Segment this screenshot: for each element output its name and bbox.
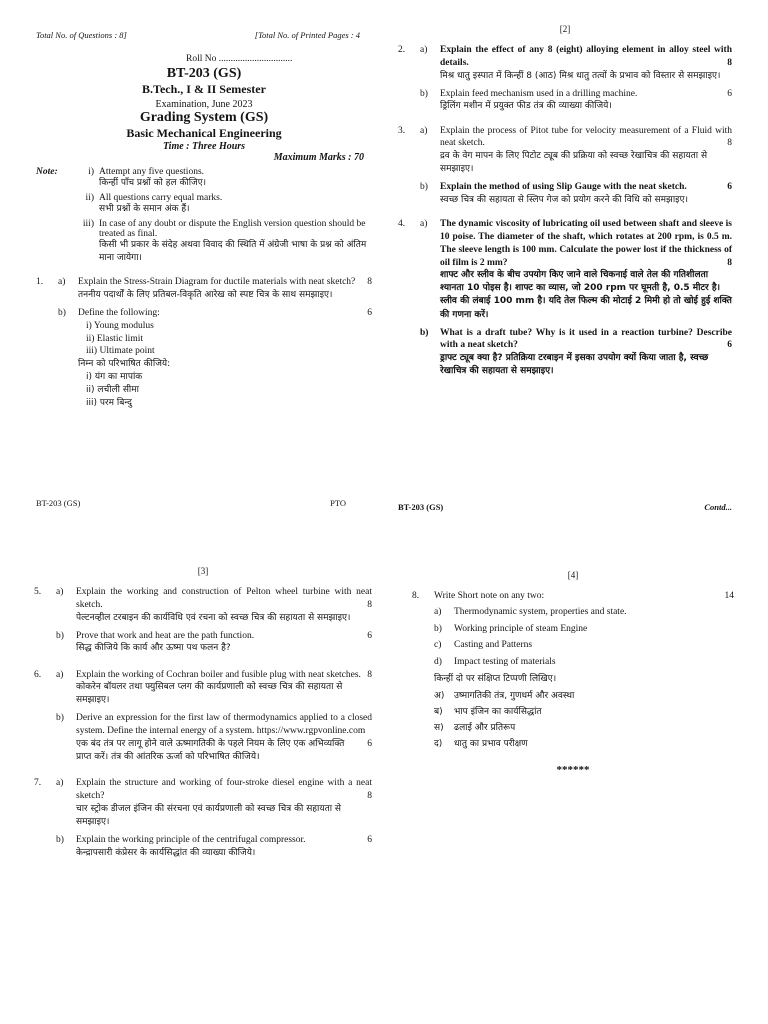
list-item: c) Casting and Patterns: [434, 640, 533, 651]
question-text: Explain the Stress-Strain Diagram for ductile materials with neat sketch?: [78, 277, 356, 288]
question-part: b) Explain feed mechanism used in a drilling machine. 6 ड्रिलिंग मशीन में प्रयुक्त फीड तंत्र की व्याख्या कीजिये।: [420, 88, 732, 112]
total-questions: Total No. of Questions : 8]: [36, 30, 127, 40]
question-2: 2. a) Explain the effect of any 8 (eight) alloying element in alloy steel with details. 8 मिश्र धातु इस्पात में किन्हीं 8 (आठ) मिश्र धातु तत्वों के प्रभाव को विस्तार से समझाइए। b) Explain feed mechanism used in a drilling machine. 6 ड्रिलिंग मशीन में प्रयुक्त फीड तंत्र की व्याख्या कीजिये।: [398, 44, 732, 119]
marks: 8: [367, 277, 372, 288]
marks: 8: [367, 599, 372, 610]
marks: 6: [367, 739, 372, 750]
marks: 6: [727, 182, 732, 193]
semester: B.Tech., I & II Semester: [142, 82, 266, 96]
question-part: b) Derive an expression for the first law of thermodynamics applied to a closed system. Define the internal energy of a system. https://www.rgpvonline.com 6 एक बंद तंत्र पर लागू होने वाले ऊष्मागतिकी के पहले नियम के लिए एक अभिव्यक्ति प्राप्त करें। तंत्र की आंतरिक ऊर्जा को परिभाषित कीजिये।: [56, 713, 372, 763]
page-number: [3]: [197, 566, 209, 576]
note-item: iii) In case of any doubt or dispute the English version question should be treated as final. किसी भी प्रकार के संदेह अथवा विवाद की स्थिति में अंग्रेजी भाषा के प्रश्न को अंतिम माना जायेगा।: [82, 219, 367, 264]
marks: 6: [367, 834, 372, 845]
question-8: 8. Write Short note on any two: 14 a) Thermodynamic system, properties and state. b) Working principle of steam Engine c) Casting and Patterns d) Impact testing of materials किन्हीं दो पर संक्षिप्त टिप्पणी लिखिए। अ) उष्मागतिकी तंत्र, गुणधर्म और अवस्था ब) भाप इंजिन का कार्यसिद्धांत स) ढलाई और प्रतिरूप द) धातु का प्रभाव परीक्षण: [412, 590, 734, 754]
subject-title: Basic Mechanical Engineering: [126, 126, 282, 140]
sub-item-hindi: i) यंग का मापांक: [86, 372, 143, 383]
roll-number: Roll No ...............................: [186, 54, 293, 64]
page-footer: BT-203 (GS) Contd...: [398, 502, 732, 512]
marks: 8: [367, 669, 372, 680]
page-number: [4]: [567, 570, 579, 580]
note-label: Note:: [36, 167, 58, 177]
question-5: 5. a) Explain the working and construction of Pelton wheel turbine with neat sketch. 8 पेल्टनव्हील टरबाइन की कार्यविधि एवं रचना को स्वच्छ चित्र की सहायता से समझाइए। b) Prove that work and heat are the path function. 6 सिद्ध कीजिये कि कार्य और ऊष्मा पथ फलन है?: [34, 586, 372, 661]
question-part: a) Explain the process of Pitot tube for velocity measurement of a Fluid with neat sketch. 8 द्रव के वेग मापन के लिए पिटोट ट्यूब की प्रक्रिया को स्वच्छ रेखाचित्र की सहायता से समझाइए।: [420, 125, 732, 175]
list-item: a) Thermodynamic system, properties and state.: [434, 606, 627, 617]
grading-system: Grading System (GS): [139, 110, 269, 125]
list-item-hindi: अ) उष्मागतिकी तंत्र, गुणधर्म और अवस्था: [434, 691, 575, 702]
question-1: 1. a) Explain the Stress-Strain Diagram for ductile materials with neat sketch? 8 तननीय पदार्थों के लिए प्रतिबल-विकृति आरेख को स्पष्ट चित्र के साथ समझाइए। b) Define the following: 6 i) Young modulus ii) Elastic limit iii) Ultimate point निम्न को परिभाषित कीजिये: i) यंग का मापांक ii) लचीली सीमा iii) परम बिन्दु: [36, 276, 372, 415]
sub-item-hindi: ii) लचीली सीमा: [86, 385, 139, 396]
question-text-hindi: तननीय पदार्थों के लिए प्रतिबल-विकृति आरेख को स्पष्ट चित्र के साथ समझाइए।: [78, 290, 333, 300]
page-2: [384, 0, 768, 512]
question-part: b) Explain the working principle of the centrifugal compressor. 6 केन्द्रापसारी कंप्रेसर के कार्यसिद्धांत की व्याख्या कीजिये।: [56, 834, 372, 858]
page-3: [0, 512, 384, 1024]
marks: 8: [727, 257, 732, 268]
question-part: a) The dynamic viscosity of lubricating oil used between shaft and sleeve is 10 poise. The diameter of the shaft, which rotates at 200 rpm, is 0.5 m. The sleeve length is 100 mm. Calculate the power lost if the thickness of oil film is 2 mm? 8 शाफ्ट और स्लीव के बीच उपयोग किए जाने वाले चिकनाई वाले तेल की गतिशीलता श्यानता 10 पोइस है। शाफ्ट का व्यास, जो 200 rpm पर घूमती है, 0.5 मीटर है। स्लीव की लंबाई 100 mm है। यदि तेल फिल्म की मोटाई 2 मिमी हो तो खोई हुई शक्ति की गणना करें।: [420, 219, 732, 320]
question-part: a) Explain the effect of any 8 (eight) alloying element in alloy steel with details. 8 मिश्र धातु इस्पात में किन्हीं 8 (आठ) मिश्र धातु तत्वों के प्रभाव को विस्तार से समझाइए।: [420, 45, 732, 81]
question-text-hindi: किन्हीं दो पर संक्षिप्त टिप्पणी लिखिए।: [434, 674, 557, 685]
question-part: b) Prove that work and heat are the path function. 6 सिद्ध कीजिये कि कार्य और ऊष्मा पथ फलन है?: [56, 630, 372, 654]
list-item-hindi: ब) भाप इंजिन का कार्यसिद्धांत: [434, 707, 542, 718]
exam-session: Examination, June 2023: [155, 99, 253, 110]
sub-item-hindi: iii) परम बिन्दु: [86, 398, 132, 409]
question-part: b) Explain the method of using Slip Gauge with the neat sketch. 6 स्वच्छ चित्र की सहायता से स्लिप गेज को प्रयोग करने की विधि को समझाइए।: [420, 182, 732, 206]
sub-item: ii) Elastic limit: [86, 333, 143, 344]
question-part: a) Explain the working of Cochran boiler and fusible plug with neat sketches. 8 कोकरेन बॉयलर तथा फ्युसिबल प्लग की कार्यप्रणाली को स्वच्छ चित्र की सहायता से समझाइए।: [56, 669, 372, 706]
page-number: [2]: [559, 24, 571, 34]
end-marker: ******: [556, 764, 590, 777]
page-4: [384, 512, 768, 1024]
maximum-marks: Maximum Marks : 70: [273, 152, 364, 163]
page-1: [0, 0, 384, 512]
note-item: ii) All questions carry equal marks. सभी प्रश्नों के समान अंक हैं।: [85, 193, 223, 215]
list-item: b) Working principle of steam Engine: [434, 623, 588, 634]
marks: 8: [727, 138, 732, 149]
header-line: [36, 30, 372, 40]
question-text-hindi: निम्न को परिभाषित कीजिये:: [78, 359, 171, 370]
marks: 8: [727, 57, 732, 68]
question-part: a) Explain the Stress-Strain Diagram for ductile materials with neat sketch? 8 तननीय पदार्थों के लिए प्रतिबल-विकृति आरेख को स्पष्ट चित्र के साथ समझाइए।: [58, 276, 372, 302]
sub-item: i) Young modulus: [86, 320, 154, 331]
marks: 6: [367, 308, 372, 319]
list-item-hindi: द) धातु का प्रभाव परीक्षण: [434, 739, 528, 750]
question-4: 4. a) The dynamic viscosity of lubricating oil used between shaft and sleeve is 10 poise. The diameter of the shaft, which rotates at 200 rpm, is 0.5 m. The sleeve length is 100 mm. Calculate the power lost if the thickness of oil film is 2 mm? 8 शाफ्ट और स्लीव के बीच उपयोग किए जाने वाले चिकनाई वाले तेल की गतिशीलता श्यानता 10 पोइस है। शाफ्ट का व्यास, जो 200 rpm पर घूमती है, 0.5 मीटर है। स्लीव की लंबाई 100 mm है। यदि तेल फिल्म की मोटाई 2 मिमी हो तो खोई हुई शक्ति की गणना करें। b) What is a draft tube? Why is it used in a reaction turbine? Describe with a neat sketch? 6 ड्राफ्ट ट्यूब क्या है? प्रतिक्रिया टरबाइन में इसका उपयोग क्यों किया जाता है, स्वच्छ रेखाचित्र की सहायता से समझाइए।: [398, 218, 732, 383]
question-7: 7. a) Explain the structure and working of four-stroke diesel engine with a neat sketch? 8 चार स्ट्रोक डीजल इंजिन की संरचना एवं कार्यप्रणाली को स्वच्छ चित्र की सहायता से समझाइए। b) Explain the working principle of the centrifugal compressor. 6 केन्द्रापसारी कंप्रेसर के कार्यसिद्धांत की व्याख्या कीजिये।: [34, 777, 372, 865]
list-item: d) Impact testing of materials: [434, 657, 556, 668]
instructions: [36, 167, 372, 268]
question-part: a) Explain the structure and working of four-stroke diesel engine with a neat sketch? 8 चार स्ट्रोक डीजल इंजिन की संरचना एवं कार्यप्रणाली को स्वच्छ चित्र की सहायता से समझाइए।: [56, 778, 372, 827]
question-text: Define the following:: [78, 308, 160, 319]
total-pages: [Total No. of Printed Pages : 4: [254, 30, 360, 40]
paper-code: BT-203 (GS): [166, 66, 242, 81]
question-part: a) Explain the working and construction of Pelton wheel turbine with neat sketch. 8 पेल्टनव्हील टरबाइन की कार्यविधि एवं रचना को स्वच्छ चित्र की सहायता से समझाइए।: [56, 587, 372, 623]
marks: 6: [367, 630, 372, 641]
time-allowed: Time : Three Hours: [162, 141, 246, 152]
marks: 8: [367, 790, 372, 801]
list-item-hindi: स) ढलाई और प्रतिरूप: [434, 723, 516, 734]
marks: 6: [727, 88, 732, 99]
marks: 14: [724, 591, 734, 601]
question-3: 3. a) Explain the process of Pitot tube for velocity measurement of a Fluid with neat sketch. 8 द्रव के वेग मापन के लिए पिटोट ट्यूब की प्रक्रिया को स्वच्छ रेखाचित्र की सहायता से समझाइए। b) Explain the method of using Slip Gauge with the neat sketch. 6 स्वच्छ चित्र की सहायता से स्लिप गेज को प्रयोग करने की विधि को समझाइए।: [398, 125, 732, 213]
note-item: i) Attempt any five questions. किन्हीं पाँच प्रश्नों को हल कीजिए।: [88, 167, 207, 188]
marks: 6: [727, 340, 732, 351]
question-6: 6. a) Explain the working of Cochran boiler and fusible plug with neat sketches. 8 कोकरेन बॉयलर तथा फ्युसिबल प्लग की कार्यप्रणाली को स्वच्छ चित्र की सहायता से समझाइए। b) Derive an expression for the first law of thermodynamics applied to a closed system. Define the internal energy of a system. https://www.rgpvonline.com 6 एक बंद तंत्र पर लागू होने वाले ऊष्मागतिकी के पहले नियम के लिए एक अभिव्यक्ति प्राप्त करें। तंत्र की आंतरिक ऊर्जा को परिभाषित कीजिये।: [34, 669, 372, 770]
question-part: b) What is a draft tube? Why is it used in a reaction turbine? Describe with a neat sketch? 6 ड्राफ्ट ट्यूब क्या है? प्रतिक्रिया टरबाइन में इसका उपयोग क्यों किया जाता है, स्वच्छ रेखाचित्र की सहायता से समझाइए।: [420, 327, 732, 377]
sub-item: iii) Ultimate point: [86, 346, 155, 357]
question-part: b) Define the following: 6 i) Young modulus ii) Elastic limit iii) Ultimate point निम्न को परिभाषित कीजिये: i) यंग का मापांक ii) लचीली सीमा iii) परम बिन्दु: [58, 307, 372, 410]
page-footer: BT-203 (GS) PTO: [36, 498, 346, 508]
